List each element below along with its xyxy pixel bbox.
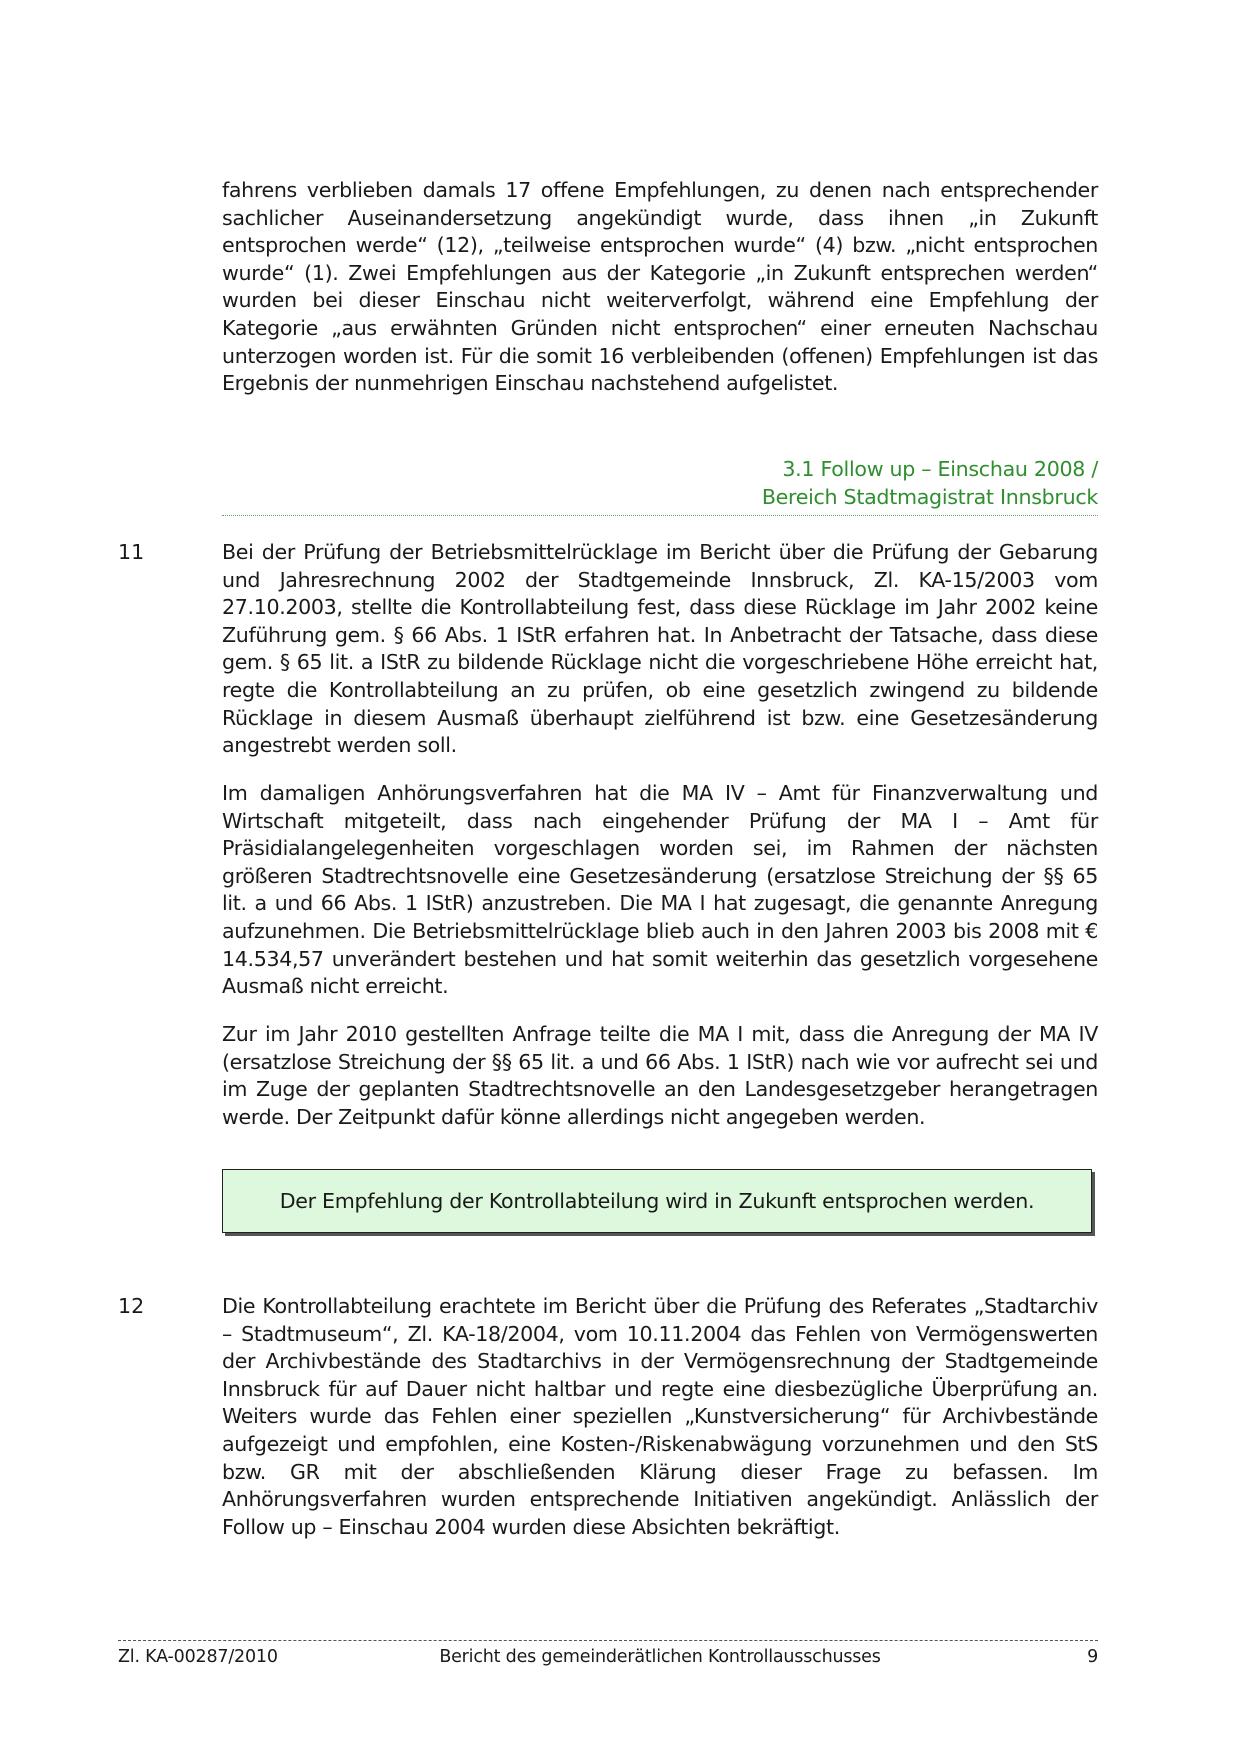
section-heading [762,455,1098,511]
intro-paragraph: fahrens verblieben damals 17 offene Empfehlungen, zu denen nach entsprechender sachlicher Auseinandersetzung angekündigt wurde, dass ihnen „in Zukunft entsprochen werde“ (12), „teilweise entsprochen wurde“ (4) bzw. „nicht entsprochen wurde“ (1). Zwei Empfehlungen aus der Kategorie „in Zukunft entsprechen werden“ wurden bei dieser Einschau nicht weiterverfolgt, während eine Empfehlung der Kategorie „aus erwähnten Gründen nicht entsprochen“ einer erneuten Nachschau unterzogen worden ist. Für die somit 16 verbleibenden (offenen) Empfehlungen ist das Ergebnis der nunmehrigen Einschau nachstehend aufgelistet. [222,178,1098,396]
section-heading-line2: Bereich Stadtmagistrat Innsbruck [761,485,1098,509]
item-number-12: 12 [118,1294,145,1318]
recommendation-status-box [222,1169,1092,1233]
item-number-11: 11 [118,540,145,564]
page-number: 9 [1087,1647,1098,1667]
item-12-paragraph-1: Die Kontrollabteilung erachtete im Bericht über die Prüfung des Referates „Stadtarchiv – Stadtmuseum“, Zl. KA-18/2004, vom 10.11.2004 das Fehlen von Vermögenswerten der Archivbestände des Stadtarchivs in der Vermögensrechnung der Stadtgemeinde Innsbruck für auf Dauer nicht haltbar und regte eine diesbezügliche Überprüfung an. Weiters wurde das Fehlen einer speziellen „Kunstversicherung“ für Archivbestände aufgezeigt und empfohlen, eine Kosten-/Riskenabwägung vorzunehmen und den StS bzw. GR mit der abschließenden Klärung dieser Frage zu befassen. Im Anhörungsverfahren wurden entsprechende Initiativen angekündigt. Anlässlich der Follow up – Einschau 2004 wurden diese Absichten bekräftigt. [222,1294,1098,1539]
footer-reference: Zl. KA-00287/2010 [118,1647,278,1667]
section-divider [222,515,1098,516]
footer-title: Bericht des gemeinderätlichen Kontrollausschusses [439,1647,881,1667]
recommendation-status-text: Der Empfehlung der Kontrollabteilung wird in Zukunft entsprochen werden. [279,1189,1035,1213]
item-11-paragraph-1: Bei der Prüfung der Betriebsmittelrücklage im Bericht über die Prüfung der Gebarung und Jahresrechnung 2002 der Stadtgemeinde Innsbruck, Zl. KA-15/2003 vom 27.10.2003, stellte die Kontrollabteilung fest, dass diese Rücklage im Jahr 2002 keine Zuführung gem. § 66 Abs. 1 IStR erfahren hat. In Anbetracht der Tatsache, dass diese gem. § 65 lit. a IStR zu bildende Rücklage nicht die vorgeschriebene Höhe erreicht hat, regte die Kontrollabteilung an zu prüfen, ob eine gesetzlich zwingend zu bildende Rücklage in diesem Ausmaß überhaupt zielführend ist bzw. eine Gesetzesänderung angestrebt werden soll. [222,540,1098,758]
item-11-paragraph-2: Im damaligen Anhörungsverfahren hat die MA IV – Amt für Finanzverwaltung und Wirtschaft mitgeteilt, dass nach eingehender Prüfung der MA I – Amt für Präsidialangelegenheiten vorgeschlagen worden sei, im Rahmen der nächsten größeren Stadtrechtsnovelle eine Gesetzesänderung (ersatzlose Streichung der §§ 65 lit. a und 66 Abs. 1 IStR) anzustreben. Die MA I hat zugesagt, die genannte Anregung aufzunehmen. Die Betriebsmittelrücklage blieb auch in den Jahren 2003 bis 2008 mit € 14.534,57 unverändert bestehen und hat somit weiterhin das gesetzlich vorgesehene Ausmaß nicht erreicht. [222,781,1098,999]
item-11-paragraph-3: Zur im Jahr 2010 gestellten Anfrage teilte die MA I mit, dass die Anregung der MA IV (ersatzlose Streichung der §§ 65 lit. a und 66 Abs. 1 IStR) nach wie vor aufrecht sei und im Zuge der geplanten Stadtrechtsnovelle an den Landesgesetzgeber herangetragen werde. Der Zeitpunkt dafür könne allerdings nicht angegeben werden. [222,1022,1098,1129]
section-heading-line1: 3.1 Follow up – Einschau 2008 / [782,457,1098,481]
footer-divider [118,1640,1098,1641]
